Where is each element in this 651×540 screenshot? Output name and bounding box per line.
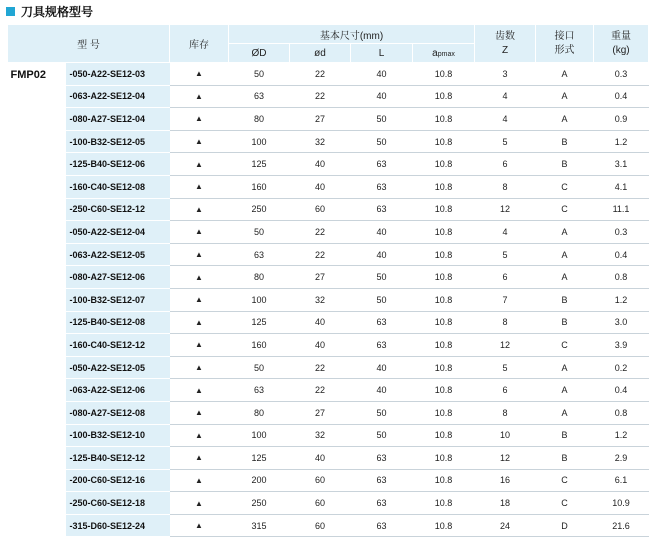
outer-diameter-cell: 125 [229, 447, 290, 470]
interface-cell: B [536, 424, 594, 447]
teeth-cell: 12 [475, 334, 536, 357]
model-cell: -200-C60-SE12-16 [66, 469, 170, 492]
model-cell: -080-A27-SE12-06 [66, 266, 170, 289]
inner-diameter-cell: 60 [290, 492, 351, 515]
stock-cell: ▲ [170, 243, 229, 266]
ap-max-cell: 10.8 [413, 85, 475, 108]
model-cell: -125-B40-SE12-08 [66, 311, 170, 334]
interface-cell: C [536, 175, 594, 198]
interface-cell: B [536, 447, 594, 470]
interface-cell: A [536, 356, 594, 379]
teeth-cell: 5 [475, 243, 536, 266]
header-length: L [351, 44, 413, 63]
stock-cell: ▲ [170, 311, 229, 334]
stock-cell: ▲ [170, 266, 229, 289]
stock-cell: ▲ [170, 108, 229, 131]
outer-diameter-cell: 63 [229, 243, 290, 266]
ap-max-cell: 10.8 [413, 356, 475, 379]
model-cell: -050-A22-SE12-03 [66, 63, 170, 86]
length-cell: 40 [351, 221, 413, 244]
length-cell: 63 [351, 514, 413, 537]
stock-cell: ▲ [170, 379, 229, 402]
stock-cell: ▲ [170, 130, 229, 153]
model-cell: -100-B32-SE12-05 [66, 130, 170, 153]
interface-cell: B [536, 288, 594, 311]
inner-diameter-cell: 40 [290, 447, 351, 470]
model-cell: -080-A27-SE12-08 [66, 401, 170, 424]
outer-diameter-cell: 80 [229, 108, 290, 131]
section-title-text: 刀具规格型号 [21, 4, 94, 19]
stock-cell: ▲ [170, 356, 229, 379]
stock-cell: ▲ [170, 85, 229, 108]
weight-cell: 1.2 [594, 424, 649, 447]
length-cell: 40 [351, 63, 413, 86]
weight-cell: 10.9 [594, 492, 649, 515]
table-row [8, 334, 649, 357]
table-row [8, 492, 649, 515]
inner-diameter-cell: 27 [290, 266, 351, 289]
outer-diameter-cell: 80 [229, 266, 290, 289]
teeth-cell: 4 [475, 85, 536, 108]
interface-cell: A [536, 243, 594, 266]
stock-cell: ▲ [170, 469, 229, 492]
length-cell: 63 [351, 153, 413, 176]
weight-cell: 0.8 [594, 266, 649, 289]
model-cell: -063-A22-SE12-05 [66, 243, 170, 266]
weight-cell: 1.2 [594, 288, 649, 311]
inner-diameter-cell: 22 [290, 379, 351, 402]
model-cell: -250-C60-SE12-12 [66, 198, 170, 221]
weight-cell: 11.1 [594, 198, 649, 221]
inner-diameter-cell: 27 [290, 108, 351, 131]
interface-cell: A [536, 379, 594, 402]
ap-max-cell: 10.8 [413, 334, 475, 357]
outer-diameter-cell: 160 [229, 175, 290, 198]
table-row [8, 198, 649, 221]
ap-max-cell: 10.8 [413, 514, 475, 537]
inner-diameter-cell: 40 [290, 175, 351, 198]
outer-diameter-cell: 100 [229, 424, 290, 447]
inner-diameter-cell: 32 [290, 424, 351, 447]
stock-cell: ▲ [170, 63, 229, 86]
inner-diameter-cell: 40 [290, 153, 351, 176]
outer-diameter-cell: 315 [229, 514, 290, 537]
teeth-cell: 12 [475, 447, 536, 470]
length-cell: 63 [351, 469, 413, 492]
length-cell: 63 [351, 311, 413, 334]
table-row [8, 401, 649, 424]
table-row [8, 85, 649, 108]
interface-cell: A [536, 221, 594, 244]
inner-diameter-cell: 32 [290, 288, 351, 311]
ap-max-cell: 10.8 [413, 198, 475, 221]
weight-cell: 0.4 [594, 85, 649, 108]
header-inner-diameter: ød [290, 44, 351, 63]
length-cell: 40 [351, 85, 413, 108]
model-cell: -250-C60-SE12-18 [66, 492, 170, 515]
length-cell: 63 [351, 447, 413, 470]
table-row [8, 356, 649, 379]
inner-diameter-cell: 40 [290, 311, 351, 334]
weight-cell: 2.9 [594, 447, 649, 470]
length-cell: 50 [351, 130, 413, 153]
outer-diameter-cell: 200 [229, 469, 290, 492]
outer-diameter-cell: 250 [229, 492, 290, 515]
ap-max-cell: 10.8 [413, 424, 475, 447]
interface-cell: A [536, 85, 594, 108]
teeth-cell: 7 [475, 288, 536, 311]
weight-cell: 0.3 [594, 221, 649, 244]
stock-cell: ▲ [170, 447, 229, 470]
interface-cell: C [536, 198, 594, 221]
ap-max-cell: 10.8 [413, 175, 475, 198]
outer-diameter-cell: 50 [229, 63, 290, 86]
weight-cell: 0.4 [594, 379, 649, 402]
table-row [8, 153, 649, 176]
ap-max-cell: 10.8 [413, 288, 475, 311]
table-row [8, 130, 649, 153]
teeth-cell: 5 [475, 356, 536, 379]
length-cell: 63 [351, 492, 413, 515]
table-row [8, 221, 649, 244]
outer-diameter-cell: 100 [229, 130, 290, 153]
interface-cell: A [536, 401, 594, 424]
teeth-cell: 24 [475, 514, 536, 537]
weight-cell: 1.2 [594, 130, 649, 153]
outer-diameter-cell: 250 [229, 198, 290, 221]
spec-table [7, 24, 649, 537]
inner-diameter-cell: 22 [290, 63, 351, 86]
ap-max-cell: 10.8 [413, 447, 475, 470]
ap-max-cell: 10.8 [413, 153, 475, 176]
table-row [8, 108, 649, 131]
teeth-cell: 8 [475, 401, 536, 424]
model-cell: -063-A22-SE12-06 [66, 379, 170, 402]
ap-max-cell: 10.8 [413, 379, 475, 402]
table-row [8, 514, 649, 537]
header-ap-max: apmax [413, 44, 475, 63]
table-row [8, 469, 649, 492]
weight-cell: 21.6 [594, 514, 649, 537]
interface-cell: A [536, 63, 594, 86]
teeth-cell: 5 [475, 130, 536, 153]
outer-diameter-cell: 63 [229, 379, 290, 402]
weight-cell: 0.2 [594, 356, 649, 379]
length-cell: 50 [351, 266, 413, 289]
model-cell: -125-B40-SE12-06 [66, 153, 170, 176]
teeth-cell: 4 [475, 221, 536, 244]
stock-cell: ▲ [170, 401, 229, 424]
teeth-cell: 6 [475, 266, 536, 289]
teeth-cell: 4 [475, 108, 536, 131]
inner-diameter-cell: 22 [290, 221, 351, 244]
outer-diameter-cell: 63 [229, 85, 290, 108]
section-title [6, 2, 93, 20]
outer-diameter-cell: 80 [229, 401, 290, 424]
header-interface: 接口 形式 [536, 25, 594, 63]
teeth-cell: 6 [475, 153, 536, 176]
model-cell: -160-C40-SE12-12 [66, 334, 170, 357]
table-header [8, 25, 649, 63]
length-cell: 50 [351, 288, 413, 311]
weight-cell: 0.3 [594, 63, 649, 86]
model-cell: -160-C40-SE12-08 [66, 175, 170, 198]
stock-cell: ▲ [170, 175, 229, 198]
interface-cell: C [536, 492, 594, 515]
ap-max-cell: 10.8 [413, 221, 475, 244]
interface-cell: B [536, 153, 594, 176]
model-cell: -050-A22-SE12-04 [66, 221, 170, 244]
inner-diameter-cell: 22 [290, 243, 351, 266]
header-outer-diameter: ØD [229, 44, 290, 63]
model-cell: -050-A22-SE12-05 [66, 356, 170, 379]
inner-diameter-cell: 60 [290, 198, 351, 221]
model-cell: -125-B40-SE12-12 [66, 447, 170, 470]
weight-cell: 0.8 [594, 401, 649, 424]
stock-cell: ▲ [170, 514, 229, 537]
ap-max-cell: 10.8 [413, 243, 475, 266]
teeth-cell: 8 [475, 175, 536, 198]
length-cell: 63 [351, 334, 413, 357]
inner-diameter-cell: 60 [290, 469, 351, 492]
stock-cell: ▲ [170, 492, 229, 515]
interface-cell: C [536, 334, 594, 357]
table-row [8, 288, 649, 311]
length-cell: 63 [351, 175, 413, 198]
weight-cell: 3.9 [594, 334, 649, 357]
outer-diameter-cell: 125 [229, 153, 290, 176]
model-cell: -100-B32-SE12-07 [66, 288, 170, 311]
interface-cell: C [536, 469, 594, 492]
length-cell: 40 [351, 243, 413, 266]
interface-cell: B [536, 130, 594, 153]
interface-cell: B [536, 311, 594, 334]
weight-cell: 3.1 [594, 153, 649, 176]
teeth-cell: 18 [475, 492, 536, 515]
weight-cell: 4.1 [594, 175, 649, 198]
inner-diameter-cell: 40 [290, 334, 351, 357]
table-row [8, 175, 649, 198]
model-cell: -100-B32-SE12-10 [66, 424, 170, 447]
ap-max-cell: 10.8 [413, 492, 475, 515]
inner-diameter-cell: 22 [290, 356, 351, 379]
header-weight: 重量 (kg) [594, 25, 649, 63]
weight-cell: 0.9 [594, 108, 649, 131]
ap-max-cell: 10.8 [413, 63, 475, 86]
table-body [8, 63, 649, 537]
inner-diameter-cell: 60 [290, 514, 351, 537]
family-label: FMP02 [10, 69, 46, 81]
outer-diameter-cell: 50 [229, 356, 290, 379]
teeth-cell: 16 [475, 469, 536, 492]
header-stock: 库存 [170, 25, 229, 63]
teeth-cell: 10 [475, 424, 536, 447]
interface-cell: D [536, 514, 594, 537]
teeth-cell: 8 [475, 311, 536, 334]
stock-cell: ▲ [170, 198, 229, 221]
length-cell: 50 [351, 424, 413, 447]
stock-cell: ▲ [170, 221, 229, 244]
table-row [8, 63, 649, 86]
header-model: 型 号 [8, 25, 170, 63]
table-row [8, 379, 649, 402]
table-row [8, 447, 649, 470]
table-row [8, 311, 649, 334]
weight-cell: 3.0 [594, 311, 649, 334]
outer-diameter-cell: 160 [229, 334, 290, 357]
outer-diameter-cell: 50 [229, 221, 290, 244]
table-row [8, 266, 649, 289]
stock-cell: ▲ [170, 424, 229, 447]
model-cell: -080-A27-SE12-04 [66, 108, 170, 131]
teeth-cell: 6 [475, 379, 536, 402]
header-dimensions: 基本尺寸(mm) [229, 25, 475, 44]
title-marker-icon [6, 7, 15, 16]
length-cell: 50 [351, 401, 413, 424]
ap-max-cell: 10.8 [413, 469, 475, 492]
ap-max-cell: 10.8 [413, 130, 475, 153]
interface-cell: A [536, 108, 594, 131]
interface-cell: A [536, 266, 594, 289]
stock-cell: ▲ [170, 334, 229, 357]
ap-max-cell: 10.8 [413, 108, 475, 131]
table-row [8, 243, 649, 266]
weight-cell: 0.4 [594, 243, 649, 266]
ap-max-cell: 10.8 [413, 266, 475, 289]
model-cell: -063-A22-SE12-04 [66, 85, 170, 108]
model-cell: -315-D60-SE12-24 [66, 514, 170, 537]
outer-diameter-cell: 125 [229, 311, 290, 334]
header-teeth: 齿数 Z [475, 25, 536, 63]
length-cell: 50 [351, 108, 413, 131]
inner-diameter-cell: 27 [290, 401, 351, 424]
table-row [8, 424, 649, 447]
ap-max-cell: 10.8 [413, 311, 475, 334]
length-cell: 40 [351, 379, 413, 402]
inner-diameter-cell: 32 [290, 130, 351, 153]
stock-cell: ▲ [170, 153, 229, 176]
inner-diameter-cell: 22 [290, 85, 351, 108]
length-cell: 40 [351, 356, 413, 379]
outer-diameter-cell: 100 [229, 288, 290, 311]
teeth-cell: 12 [475, 198, 536, 221]
teeth-cell: 3 [475, 63, 536, 86]
stock-cell: ▲ [170, 288, 229, 311]
ap-max-cell: 10.8 [413, 401, 475, 424]
weight-cell: 6.1 [594, 469, 649, 492]
length-cell: 63 [351, 198, 413, 221]
